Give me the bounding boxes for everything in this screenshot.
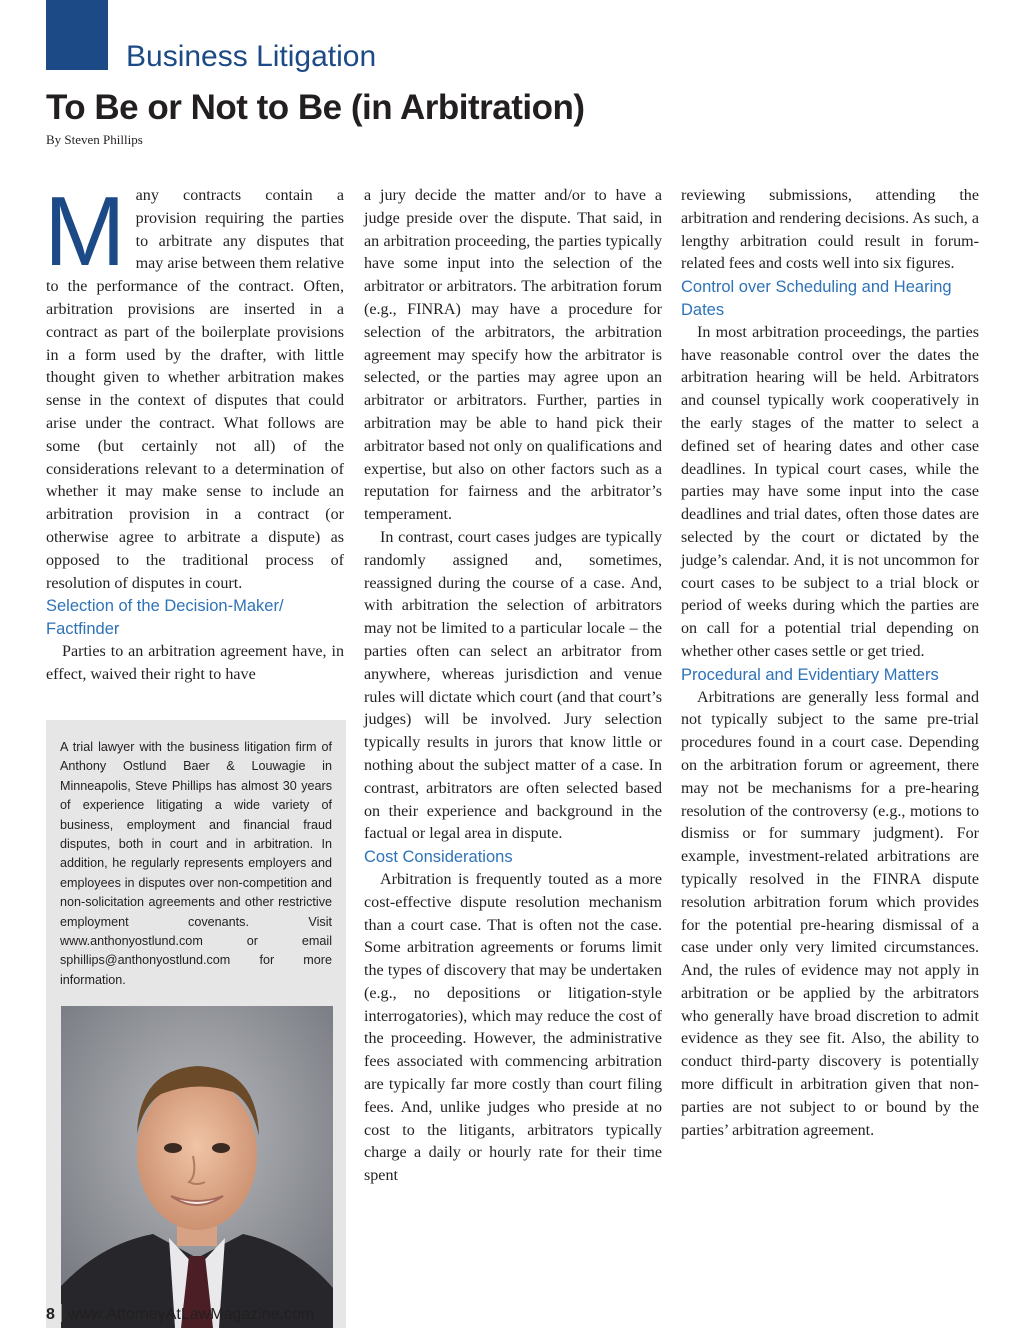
column-3 [681,185,979,1142]
header-color-block [46,0,108,70]
page-number: 8 [46,1306,55,1323]
footer-divider [61,1304,62,1322]
intro-text: any contracts contain a provision requiring the parties to arbitrate any disputes that may arise between them relative to the performance of the contract. Often, arbitration provisions are inserted in a contract as part of the boilerplate provisions in a form used by the drafter, with little thought given to whether arbitration makes sense in the context of disputes that could arise under the contract. What follows are some (but certainly not all) of the considerations relevant to a determination of whether it may make sense to include an arbitration provision in a contract (or otherwise agree to arbitrate a dispute) as opposed to the traditional process of resolution of disputes in court. [46,187,344,592]
author-photo [61,1006,333,1328]
column-2 [364,185,662,1188]
paragraph: In contrast, court cases judges are typically randomly assigned and, sometimes, reassigned during the course of a case. And, with arbitration the selection of arbitrators may not be limited to a particular locale – the parties often can select an arbitrator from anywhere, whereas jurisdiction and venue rules will dictate which court (and that court’s judges) will be involved. Jury selection typically results in jurors that know little or nothing about the subject matter of a case. In contrast, arbitrators are often selected based on their experience and background in the factual or legal area in dispute. [364,528,662,843]
paragraph: Arbitration is frequently touted as a more cost-effective dispute resolution mechanism than a court case. That is often not the case. Some arbitration agreements or forums limit the types of discovery that may be undertaken (e.g., no depositions or litigation-style interrogatories), which may reduce the cost of the proceeding. However, the administrative fees associated with commencing arbitration are typically far more costly than court filing fees. And, unlike judges who preside at no cost to the litigants, arbitrators typically charge a daily or hourly rate for their time spent [364,870,662,1185]
column-1 [44,176,344,687]
article-title: To Be or Not to Be (in Arbitration) [46,88,585,127]
paragraph: In most arbitration proceedings, the parties have reasonable control over the dates the arbitration hearing will be held. Arbitrators and counsel typically work cooperatively in the early stages of the matter to select a defined set of hearing dates and other case deadlines. In typical court cases, while the parties may have some input into the case deadlines and trial dates, often those dates are selected by the court or dictated by the judge’s calendar. And, it is not uncommon for court cases to be subject to a trial block or period of weeks during which the parties are on call for a potential trial depending on whether other cases settle or get tried. [681,323,979,660]
subhead-decision-maker: Selection of the Decision-Maker/ Factfinder [46,597,284,639]
paragraph: reviewing submissions, attending the arbitration and rendering decisions. As such, a lengthy arbitration could result in forum-related fees and costs well into six figures. [681,187,979,273]
page-footer [46,1304,314,1324]
website-link[interactable]: www.AttorneyAtLawMagazine.com [67,1306,315,1323]
subhead-scheduling: Control over Scheduling and Hearing Dates [681,278,952,319]
paragraph: a jury decide the matter and/or to have a judge preside over the dispute. That said, in an arbitration proceeding, the parties typically have some input into the selection of the arbitrator or arbitrators. The arbitration forum (e.g., FINRA) may have a procedure for selection of the arbitrators, the arbitration agreement may specify how the arbitrator is selected, or the parties may agree upon an arbitrator or arbitrators. Further, parties in arbitration may be able to hand pick their arbitrator based not only on qualifications and expertise, but also on other factors such as a reputation for fairness and the arbitrator’s temperament. [364,187,662,524]
paragraph: Parties to an arbitration agreement have, in effect, waived their right to have [46,642,344,683]
intro-paragraph [44,176,344,595]
paragraph: Arbitrations are generally less formal and not typically subject to the same pre-trial procedures found in a court case. Depending on the arbitration forum or agreement, there may not be mechanisms for a pre-hearing resolution of the controversy (e.g., motions to dismiss or for summary judgment). For example, investment-related arbitrations are typically resolved in the FINRA dispute resolution arbitration forum which provides for the potential pre-hearing dismissal of a case under only very limited circumstances. And, the rules of evidence may not apply in arbitration or be applied by the arbitrators who generally have broad discretion to admit evidence as they see fit. Also, the ability to conduct third-party discovery is potentially more difficult in arbitration given that non-parties are not subject to or bound by the parties’ arbitration agreement. [681,688,979,1139]
subhead-procedural: Procedural and Evidentiary Matters [681,665,939,684]
byline: By Steven Phillips [46,132,143,147]
drop-cap: M [44,176,126,286]
subhead-cost: Cost Considerations [364,848,513,867]
section-label: Business Litigation [126,40,377,73]
author-bio-text: A trial lawyer with the business litigation firm of Anthony Ostlund Baer & Louwagie in Minneapolis, Steve Phillips has almost 30 years of experience litigating a wide variety of business, employment and financial fraud disputes, both in court and in arbitration. In addition, he regularly represents employers and employees in disputes over non-competition and non-solicitation agreements and other restrictive employment covenants. Visit www.anthonyostlund.com or email sphillips@anthonyostlund.com for more information. [60,740,332,987]
